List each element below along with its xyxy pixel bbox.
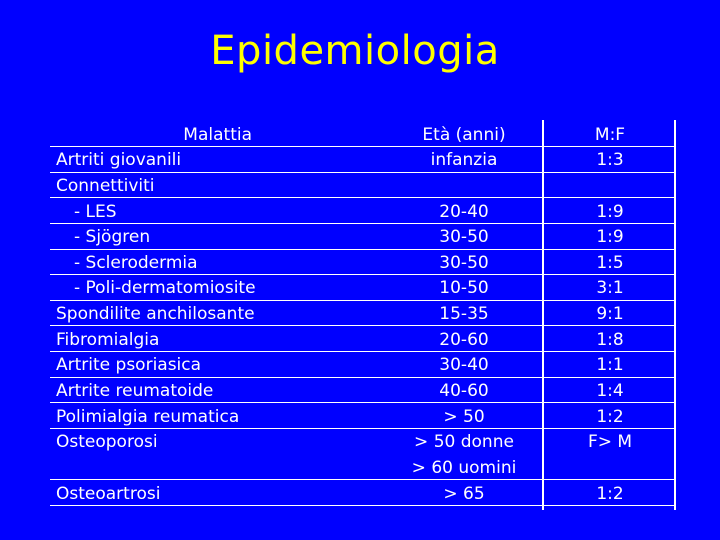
- row-ratio: 3:1: [596, 278, 624, 298]
- row-age: > 60 uomini: [411, 458, 517, 478]
- row-age: 20-60: [439, 330, 489, 350]
- row-age: 30-40: [439, 355, 489, 375]
- row-rule: [50, 505, 676, 506]
- row-disease: Artrite psoriasica: [56, 355, 202, 375]
- row-disease: - LES: [74, 202, 117, 222]
- slide-title: Epidemiologia: [210, 28, 500, 74]
- row-disease: - Poli-dermatomiosite: [74, 278, 256, 298]
- row-disease: Artriti giovanili: [56, 150, 182, 170]
- header-disease: Malattia: [183, 125, 252, 145]
- row-age: 30-50: [439, 253, 489, 273]
- row-disease: - Sclerodermia: [74, 253, 198, 273]
- row-rule: [50, 377, 676, 378]
- row-rule: [50, 300, 676, 301]
- row-rule: [50, 325, 676, 326]
- header-ratio: M:F: [594, 125, 626, 145]
- row-age: > 50: [443, 407, 485, 427]
- row-age: 40-60: [439, 381, 489, 401]
- row-ratio: 1:4: [596, 381, 624, 401]
- row-rule: [50, 402, 676, 403]
- row-age: > 50 donne: [414, 432, 514, 452]
- row-age: > 65: [443, 484, 485, 504]
- header-age: Età (anni): [422, 125, 506, 145]
- row-ratio: 9:1: [596, 304, 624, 324]
- row-ratio: F> M: [587, 432, 633, 452]
- row-disease: Fibromialgia: [56, 330, 160, 350]
- row-rule: [50, 249, 676, 250]
- row-disease: Polimialgia reumatica: [56, 407, 240, 427]
- row-rule: [50, 197, 676, 198]
- row-rule: [50, 223, 676, 224]
- row-rule: [50, 428, 676, 429]
- row-disease: Artrite reumatoide: [56, 381, 214, 401]
- row-disease: Osteoartrosi: [56, 484, 161, 504]
- row-ratio: 1:9: [596, 202, 624, 222]
- row-disease: Spondilite anchilosante: [56, 304, 255, 324]
- row-ratio: 1:1: [596, 355, 624, 375]
- header-rule: [50, 146, 676, 147]
- row-ratio: 1:9: [596, 227, 624, 247]
- row-age: 30-50: [439, 227, 489, 247]
- row-age: 20-40: [439, 202, 489, 222]
- row-age: 15-35: [439, 304, 489, 324]
- row-ratio: 1:5: [596, 253, 624, 273]
- row-disease: - Sjögren: [74, 227, 151, 247]
- row-ratio: 1:8: [596, 330, 624, 350]
- row-ratio: 1:3: [596, 150, 624, 170]
- row-disease: Connettiviti: [56, 176, 155, 196]
- column-divider-1: [542, 120, 544, 510]
- row-rule: [50, 172, 676, 173]
- row-ratio: 1:2: [596, 484, 624, 504]
- row-rule: [50, 274, 676, 275]
- row-ratio: 1:2: [596, 407, 624, 427]
- row-rule: [50, 479, 676, 480]
- row-rule: [50, 351, 676, 352]
- row-age: infanzia: [430, 150, 498, 170]
- row-disease: Osteoporosi: [56, 432, 158, 452]
- row-age: 10-50: [439, 278, 489, 298]
